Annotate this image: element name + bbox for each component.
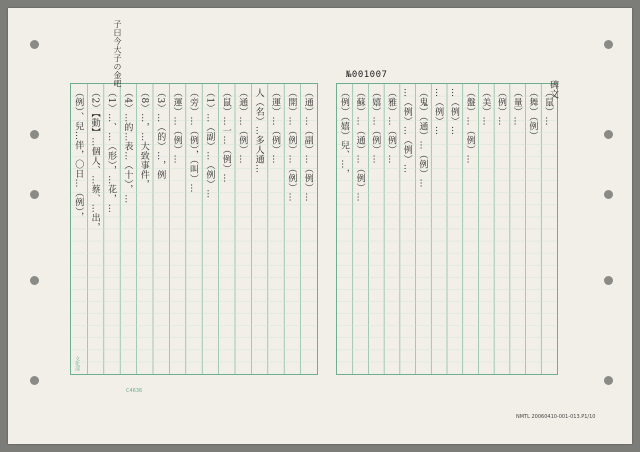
binder-hole (30, 276, 39, 285)
manuscript-column: （蘇）…（通）…（例）… (354, 88, 365, 202)
manuscript-column: （美）… (480, 88, 491, 126)
manuscript-column: （盤）…（例）… (464, 88, 475, 164)
binder-hole (604, 376, 613, 385)
binder-hole (604, 130, 613, 139)
manuscript-column: …（例）…（例）… (401, 88, 412, 174)
manuscript-column: （旁）…（例），（叫）… (188, 88, 198, 193)
manuscript-column: （量）… (511, 88, 522, 126)
manuscript-column: （1）…（副）…（例）… (204, 88, 215, 199)
right-header-note: 碑文 (548, 80, 558, 99)
manuscript-column: （開）…（例）…（例）… (286, 88, 297, 202)
manuscript-column: （運）…（例）… (171, 88, 182, 164)
manuscript-column: （通）…（例）… (237, 88, 248, 164)
margin-note: 子曰今大子の金吧 (113, 20, 122, 88)
manuscript-sheet (8, 8, 632, 444)
manuscript-column: （嬉）…（例）… (370, 88, 381, 164)
binder-hole (30, 40, 39, 49)
manuscript-column: （鬼）（通）…（例）… (417, 88, 428, 188)
binder-hole (604, 190, 613, 199)
manuscript-column: （例）（嬉）兒、…， (338, 88, 349, 179)
manuscript-column: （例）、兒…伴，〇日…（例）， (73, 88, 84, 222)
manuscript-column: （8）…，…大致事件， (138, 88, 149, 190)
manuscript-column: 人（名）…多人通… (253, 88, 264, 174)
left-bottom-tiny: C4636 (126, 388, 143, 394)
manuscript-column: （鼠）… (543, 88, 554, 126)
manuscript-column: （通）…（副）…（例）… (302, 88, 313, 202)
binder-hole (604, 40, 613, 49)
manuscript-column: （2）【動】…個人、…蔡、…出， (89, 88, 100, 233)
manuscript-column: （運）…（例）… (270, 88, 280, 164)
manuscript-column: （1）…、…（形），…花，… (106, 88, 116, 214)
manuscript-column: …（例）… (433, 88, 444, 136)
manuscript-column: …（例）… (448, 88, 459, 136)
manuscript-column: （3）…（的）…，例 (155, 88, 166, 180)
manuscript-column: （4）…的…表…（十），… (122, 88, 133, 204)
binder-hole (30, 130, 39, 139)
binder-hole (30, 376, 39, 385)
manuscript-column: （例）… (496, 88, 506, 126)
binder-hole (604, 276, 613, 285)
serial-number: №001007 (346, 70, 388, 80)
left-side-tiny: 文化部 (74, 356, 80, 371)
footer-id: NMTL 20060410-001-013.P1/10 (516, 414, 596, 420)
manuscript-column: （雅）…（例）… (386, 88, 396, 164)
binder-hole (30, 190, 39, 199)
manuscript-column: （舞）（例） (527, 88, 538, 141)
manuscript-column: （鼠）…一…（例）… (220, 88, 231, 183)
